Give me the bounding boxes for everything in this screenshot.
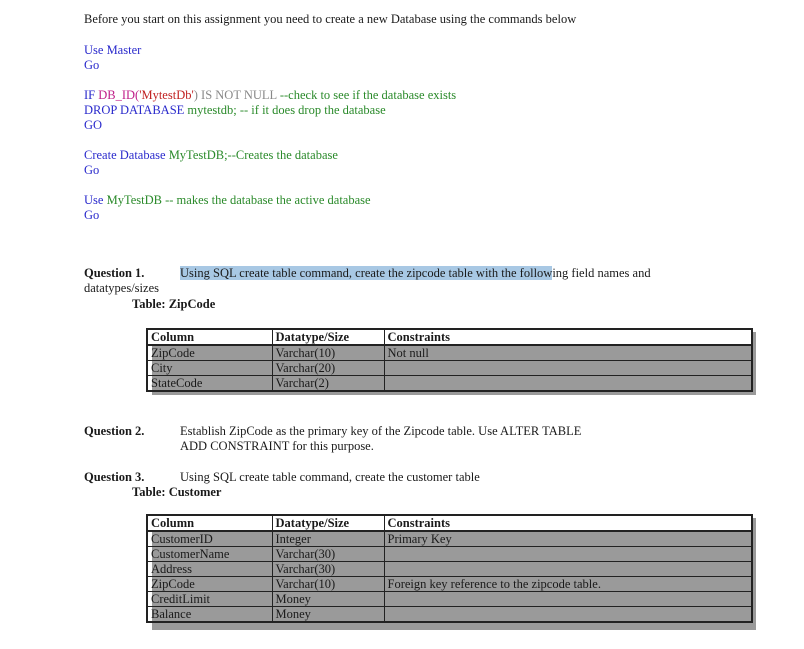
code-go-1: Go (84, 58, 100, 72)
table-cell: Foreign key reference to the zipcode table. (384, 577, 752, 592)
table-row (147, 361, 752, 376)
table-row (147, 345, 752, 361)
code-create-name: MyTestDB; (168, 148, 228, 162)
question-1-text (180, 266, 651, 281)
customer-table-title: Table: Customer (132, 485, 222, 499)
code-db-name-string: 'MytestDb' (139, 88, 194, 102)
table-cell: Money (272, 607, 384, 623)
table-cell: Varchar(30) (272, 562, 384, 577)
table-cell (384, 607, 752, 623)
table-cell: Address (147, 562, 272, 577)
table-cell: Varchar(2) (272, 376, 384, 392)
table-cell: Not null (384, 345, 752, 361)
table-cell: Varchar(30) (272, 547, 384, 562)
code-is-not-null: IS NOT NULL (201, 88, 277, 102)
table-row (147, 562, 752, 577)
column-header: Constraints (384, 329, 752, 345)
question-2-label: Question 2. (84, 424, 145, 438)
column-header: Column (147, 329, 272, 345)
table-cell: City (147, 361, 272, 376)
customer-table (146, 514, 753, 623)
question-2-line1: Establish ZipCode as the primary key of the Zipcode table. Use ALTER TABLE (180, 424, 582, 438)
table-row (147, 376, 752, 392)
table-cell (384, 562, 752, 577)
code-drop-line (84, 103, 386, 118)
table-cell: Money (272, 592, 384, 607)
zipcode-table (146, 328, 753, 392)
code-go-3: Go (84, 163, 100, 177)
table-cell: StateCode (147, 376, 272, 392)
table-row (147, 577, 752, 592)
question-1-text-rest: ing field names and (552, 266, 651, 280)
code-use-master: Use Master (84, 43, 142, 57)
table-cell: Varchar(10) (272, 345, 384, 361)
code-use-keyword: Use (84, 193, 107, 207)
table-row (147, 531, 752, 547)
code-drop-keyword: DROP DATABASE (84, 103, 188, 117)
question-1-text-line2: datatypes/sizes (84, 281, 159, 295)
code-comment-drop: -- if it does drop the database (236, 103, 386, 117)
table-cell: CreditLimit (147, 592, 272, 607)
code-go-2: GO (84, 118, 103, 132)
table-cell (384, 592, 752, 607)
code-use-line (84, 193, 371, 208)
code-use-name: MyTestDB (106, 193, 162, 207)
table-row (147, 607, 752, 623)
code-comment-use: -- makes the database the active database (161, 193, 371, 207)
column-header: Constraints (384, 515, 752, 531)
table-cell: CustomerName (147, 547, 272, 562)
zipcode-table-title: Table: ZipCode (132, 297, 216, 311)
code-go-4: Go (84, 208, 100, 222)
table-cell: CustomerID (147, 531, 272, 547)
table-cell: Primary Key (384, 531, 752, 547)
table-header-row (147, 515, 752, 531)
code-drop-name: mytestdb; (187, 103, 237, 117)
table-row (147, 592, 752, 607)
question-3-label: Question 3. (84, 470, 145, 484)
intro-text: Before you start on this assignment you need to create a new Database using the commands below (84, 12, 577, 26)
table-header-row (147, 329, 752, 345)
code-close-paren: ) (193, 88, 202, 102)
question-3-text: Using SQL create table command, create the customer table (180, 470, 480, 484)
table-row (147, 547, 752, 562)
table-cell: ZipCode (147, 345, 272, 361)
code-create-line (84, 148, 338, 163)
code-create-keyword: Create Database (84, 148, 169, 162)
column-header: Datatype/Size (272, 329, 384, 345)
table-cell: Varchar(10) (272, 577, 384, 592)
question-1-highlighted-text: Using SQL create table command, create the zipcode table with the follow (180, 266, 553, 280)
code-if-keyword: IF (84, 88, 99, 102)
table-cell (384, 361, 752, 376)
column-header: Column (147, 515, 272, 531)
table-cell: Balance (147, 607, 272, 623)
code-comment-create: --Creates the database (227, 148, 338, 162)
question-2-line2: ADD CONSTRAINT for this purpose. (180, 439, 374, 453)
table-cell (384, 376, 752, 392)
table-cell: ZipCode (147, 577, 272, 592)
code-db-id: DB_ID( (98, 88, 140, 102)
code-if-line (84, 88, 456, 103)
table-cell: Varchar(20) (272, 361, 384, 376)
question-1-label: Question 1. (84, 266, 145, 280)
table-cell: Integer (272, 531, 384, 547)
column-header: Datatype/Size (272, 515, 384, 531)
code-comment-check: --check to see if the database exists (276, 88, 457, 102)
table-cell (384, 547, 752, 562)
